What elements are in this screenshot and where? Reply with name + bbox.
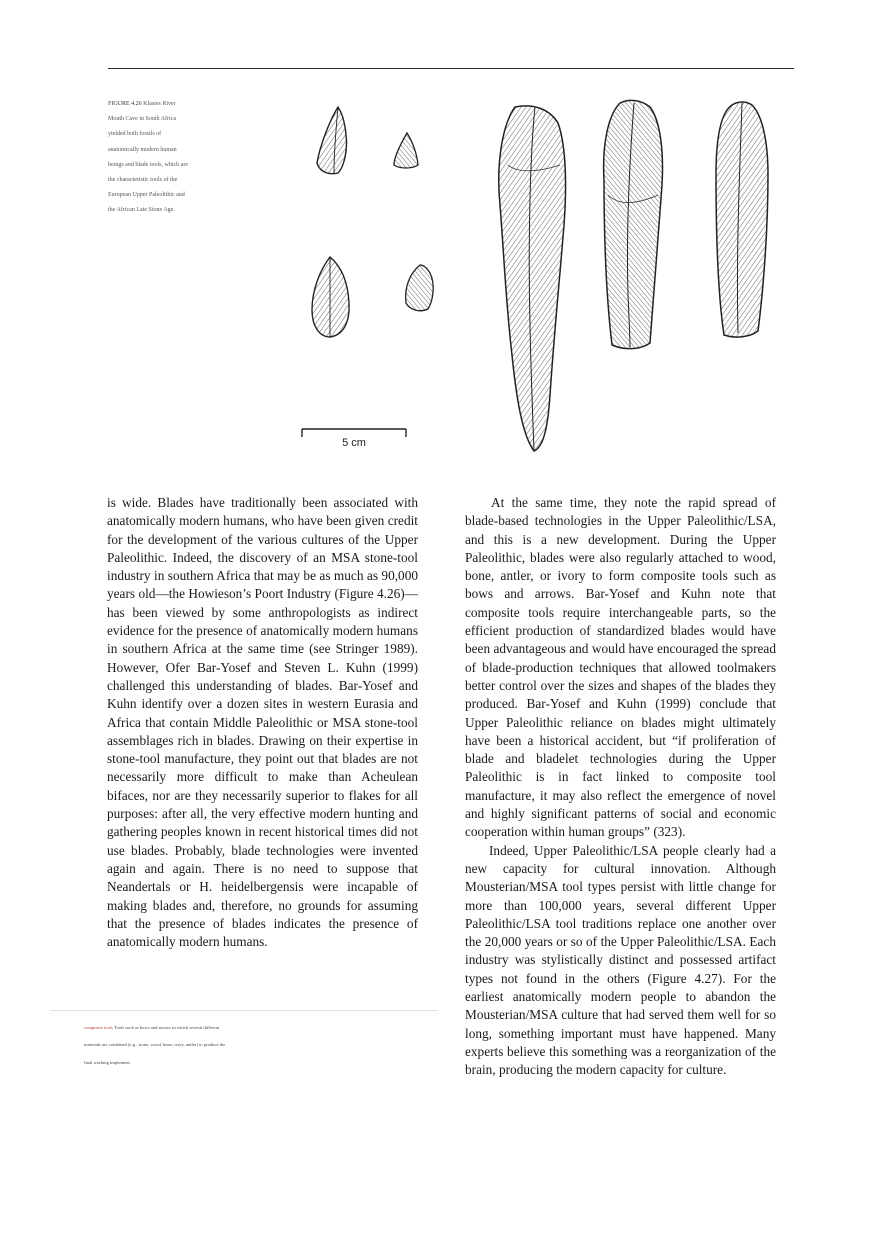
figure-stone-tools: [290, 95, 790, 460]
right-column-paragraph-1: At the same time, they note the rapid spread of blade-based technologies in the Upper Paleolithic/LSA, and this is a new development. During the Upper Paleolithic, blades were also regularly attached to wood, bone, antler, or ivory to form composite tools such as bows and arrows. Bar-Yosef and Kuhn note that composite tools require interchangeable parts, so the efficient production of standardized blades would have been advantageous and would have encouraged the spread of blade-production techniques that allowed toolmakers better control over the sizes and shapes of the blades they produced. Bar-Yosef and Kuhn (1999) conclude that Upper Paleolithic reliance on blades might ultimately have been a historical accident, but “if proliferation of blade and bladelet technologies during the Upper Paleolithic is in fact linked to composite tool manufacture, it may also reflect the emergence of novel and highly significant patterns of social and economic cooperation within human groups” (323).: [465, 495, 776, 840]
footnote-term: composite tools: [84, 1025, 113, 1030]
figure-caption: [108, 97, 188, 219]
right-column: [465, 494, 776, 1080]
scale-bar-label: 5 cm: [342, 437, 366, 449]
left-column: [107, 494, 418, 951]
tool-point-1: [317, 107, 347, 174]
figure-caption-text: Klasies River Mouth Cave in South Africa yielded both fossils of anatomically modern human beings and blade tools, which are the characteristic tools of the European Upper Paleolithic and the African Late Stone Age.: [108, 101, 188, 214]
scale-bar: [302, 429, 406, 449]
footnote-rule: [50, 1010, 438, 1011]
tool-point-2: [394, 133, 418, 168]
tool-point-4: [406, 265, 434, 311]
right-column-paragraph-2: Indeed, Upper Paleolithic/LSA people clearly had a new capacity for cultural innovation. Although Mousterian/MSA tool types persist with little change for more than 100,000 years, several different Upper Paleolithic/LSA tool traditions replace one another over the 20,000 years or so of the Upper Paleolithic/LSA. Each industry was stylistically distinct and possessed artifact types not found in the others (Figure 4.27). For the earliest anatomically modern people to abandon the Mousterian/MSA culture that had served them well for so long, something important must have happened. Many experts believe this something was a reorganization of the brain, producing the modern capacity for culture.: [465, 842, 776, 1078]
glossary-footnote: [84, 1019, 234, 1071]
figure-caption-label: FIGURE 4.26: [108, 101, 142, 107]
tool-blade-2: [604, 100, 663, 348]
tool-blade-1: [499, 106, 566, 451]
top-rule: [108, 68, 794, 69]
left-column-paragraph: is wide. Blades have traditionally been associated with anatomically modern humans, who have been given credit for the development of the various cultures of the Upper Paleolithic. Indeed, the discovery of an MSA stone-tool industry in southern Africa that may be as much as 90,000 years old—the Howieson’s Poort Industry (Figure 4.26)—has been viewed by some anthropologists as indirect evidence for the presence of anatomically modern humans in southern Africa at the same time (see Stringer 1989). However, Ofer Bar-Yosef and Steven L. Kuhn (1999) challenged this understanding of blades. Bar-Yosef and Kuhn identify over a dozen sites in western Eurasia and Africa that contain Middle Paleolithic or MSA stone-tool assemblages rich in blades. Drawing on their expertise in stone-tool manufacture, they point out that blades are not necessarily more difficult to make than Acheulean bifaces, nor are they necessarily superior to flakes for all purposes: after all, the very effective modern hunting and gathering peoples known in recent historical times did not use blades. Probably, blade technologies were invented again and again. There is no need to suppose that Neandertals or H. heidelbergensis were incapable of making blades and, therefore, no grounds for assuming that the presence of blades indicates the presence of anatomically modern humans.: [107, 495, 418, 950]
tool-blade-3: [716, 102, 768, 337]
stone-tools-illustration: [290, 95, 790, 460]
tool-point-3: [312, 257, 349, 337]
footnote-definition: Tools such as bows and arrows in which several different materials are combined (e.g., stone, wood, bone, ivory, antler) to produce the final working implement.: [84, 1025, 226, 1065]
